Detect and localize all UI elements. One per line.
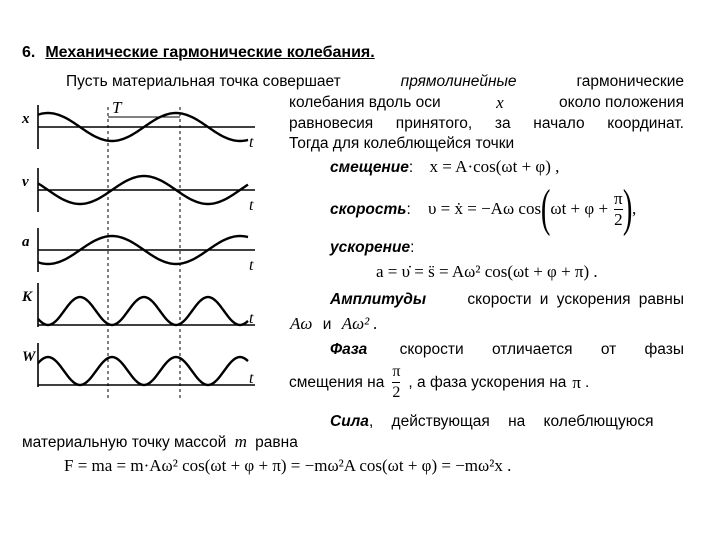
graph-t-label: t xyxy=(249,197,254,214)
intro-emphasis: прямолинейные xyxy=(400,73,517,90)
velocity-fraction: $\frac{\pi}{2}$ xyxy=(614,188,623,229)
intro-line-2: колебания вдоль оси x около положения xyxy=(289,93,684,112)
velocity-formula: υ = ẋ = −Aω cos ( ωt + φ + $\frac{\pi}{2}$ ) , xyxy=(428,180,637,237)
graph-var-label: x xyxy=(22,111,30,127)
period-label: T xyxy=(112,98,122,117)
force-formula: F = ma = m·Aω² cos(ωt + φ + π) = −mω²A cos(ωt + φ) = −mω²x . xyxy=(64,456,512,475)
graph-t-label: t xyxy=(249,257,254,274)
graph-var-label: K xyxy=(22,289,33,305)
section-title xyxy=(22,44,375,62)
graph-t-label: t xyxy=(249,370,254,387)
amplitudes-line-2: Aω и Aω² . xyxy=(290,314,378,333)
amplitudes-line-1: Амплитуды скорости и ускорения равны xyxy=(330,291,684,308)
oscillation-graphs xyxy=(0,95,280,425)
phase-fraction: $\frac{\pi}{2}$ xyxy=(392,363,401,401)
amplitudes-label: Амплитуды xyxy=(330,291,427,308)
graph-var-label: a xyxy=(22,234,30,250)
graph-var-label: W xyxy=(22,349,36,365)
graph-curve-W xyxy=(38,357,248,385)
acceleration-label-row: ускорение: xyxy=(330,239,415,256)
phase-line-1: Фаза скорости отличается от фазы xyxy=(330,341,684,358)
displacement-formula: x = A·cos(ωt + φ) , xyxy=(429,157,560,176)
graph-curve-K xyxy=(38,297,248,325)
velocity-label: скорость xyxy=(330,201,407,218)
graph-var-label: v xyxy=(22,174,29,190)
intro-line-1: Пусть материальная точка совершает прямолинейные гармонические xyxy=(66,73,684,90)
intro-line-4: Тогда для колеблющейся точки xyxy=(289,135,515,152)
paren-right: ) xyxy=(622,180,633,237)
phase-line-2: смещения на $\frac{\pi}{2}$ , а фаза ускорения на π . xyxy=(289,363,590,401)
intro-line-3: равновесия принятого, за начало координат. xyxy=(289,115,684,132)
force-label: Сила xyxy=(330,413,369,430)
displacement-row: смещение: x = A·cos(ωt + φ) , xyxy=(330,157,560,176)
graph-t-label: t xyxy=(249,134,254,151)
displacement-label: смещение xyxy=(330,159,409,176)
acceleration-label: ускорение xyxy=(330,239,411,256)
acceleration-formula: a = υ̇ = s̈ = Aω² cos(ωt + φ + π) . xyxy=(376,262,598,281)
graph-t-label: t xyxy=(249,310,254,327)
axis-variable: x xyxy=(496,93,504,112)
section-number: 6. xyxy=(22,44,36,61)
velocity-label-row: скорость: xyxy=(330,201,411,218)
phase-label: Фаза xyxy=(330,341,368,358)
section-heading: Механические гармонические колебания. xyxy=(45,44,375,61)
force-line-2: материальную точку массой m равна xyxy=(22,432,298,451)
paren-left: ( xyxy=(540,180,551,237)
force-line-1: Сила, действующая на колеблющуюся xyxy=(330,413,654,430)
